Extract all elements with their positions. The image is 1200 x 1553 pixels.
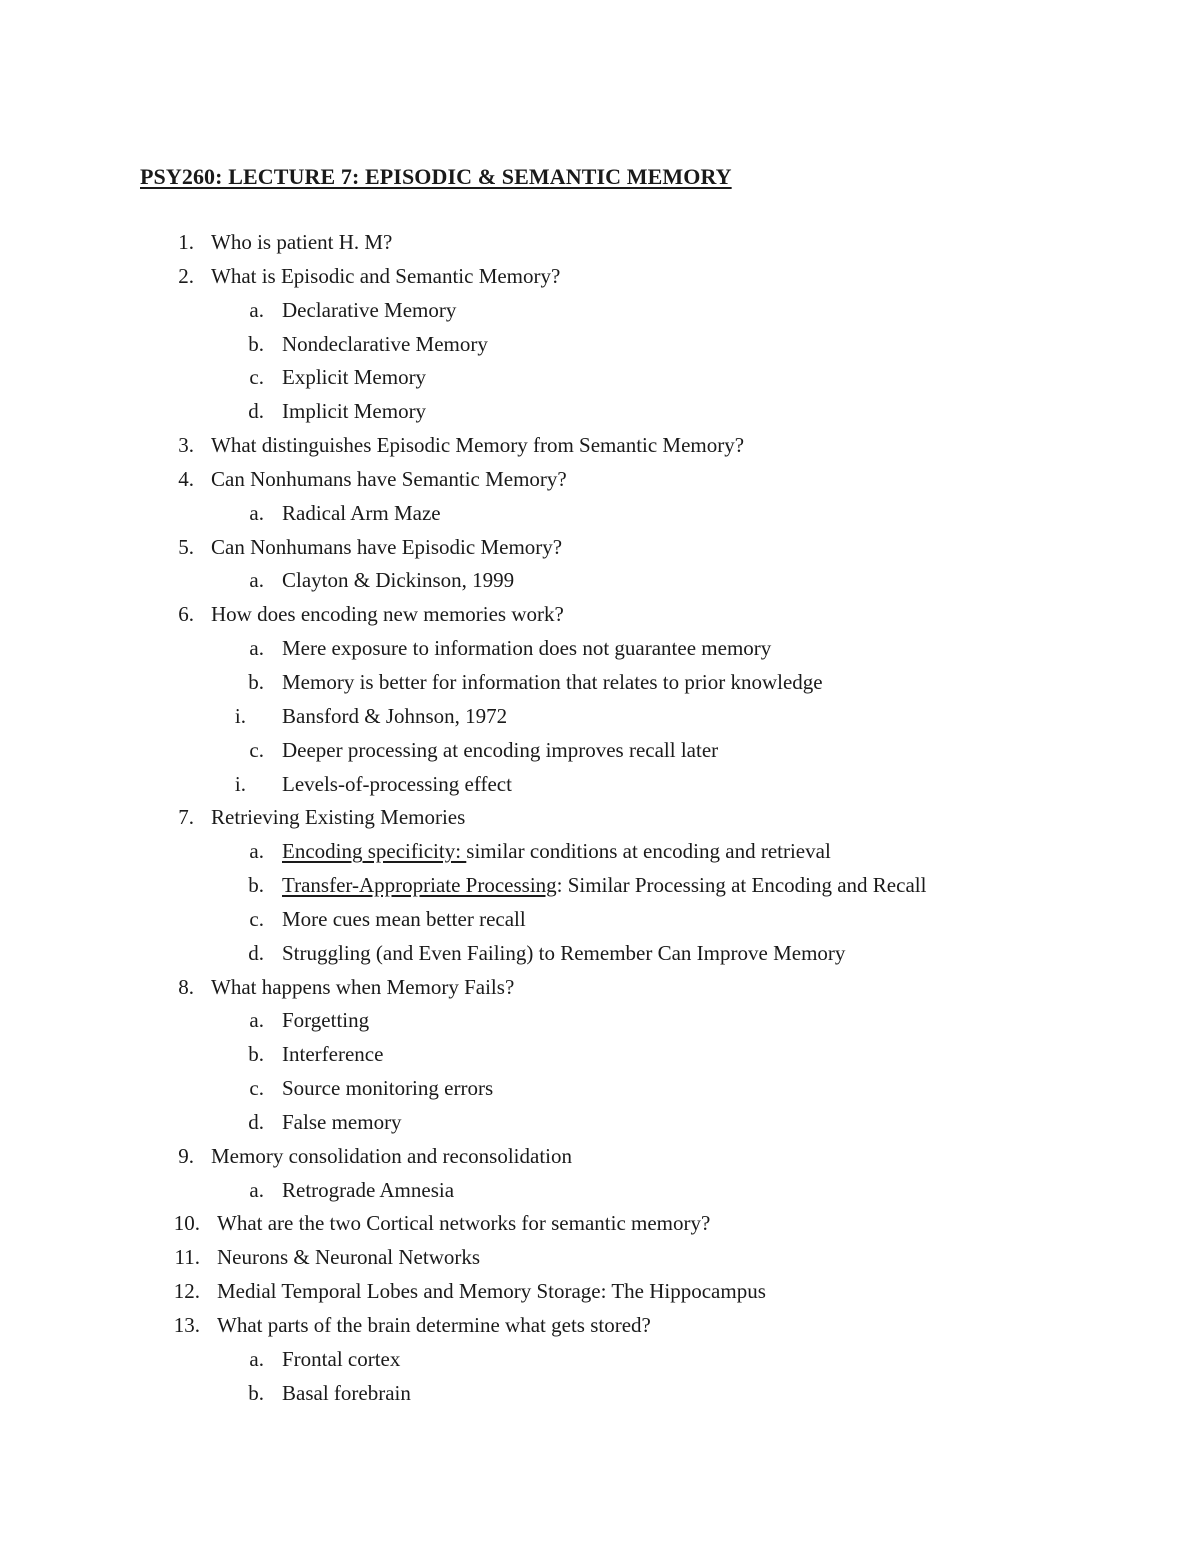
- sub-list-item: [0, 838, 1200, 872]
- sub-list-item: [0, 669, 1200, 703]
- list-item: [0, 263, 1200, 297]
- list-item: [0, 804, 1200, 838]
- item-marker: c.: [249, 737, 264, 762]
- item-text: Can Nonhumans have Semantic Memory?: [211, 466, 567, 491]
- list-item: [0, 1312, 1200, 1346]
- item-marker: b.: [248, 1042, 264, 1067]
- item-marker: 6.: [178, 602, 194, 627]
- sub-list-item: [0, 1380, 1200, 1414]
- sub-list-item: [0, 331, 1200, 365]
- sub-list-item: [0, 567, 1200, 601]
- item-text: Memory is better for information that relates to prior knowledge: [282, 669, 823, 694]
- item-text: Implicit Memory: [282, 399, 427, 424]
- item-text: Clayton & Dickinson, 1999: [282, 568, 515, 593]
- sub-list-item: [0, 1346, 1200, 1380]
- list-item: [0, 1143, 1200, 1177]
- sub-list-item: [0, 500, 1200, 534]
- list-item: [0, 1210, 1200, 1244]
- defined-term: Encoding specificity:: [282, 839, 467, 864]
- item-marker: a.: [249, 839, 264, 864]
- item-text: More cues mean better recall: [282, 906, 526, 931]
- item-marker: c.: [249, 906, 264, 931]
- lecture-outline: [0, 229, 1200, 1414]
- item-marker: i.: [234, 771, 246, 796]
- item-marker: b.: [248, 669, 264, 694]
- item-text: Basal forebrain: [282, 1380, 411, 1405]
- item-marker: b.: [248, 873, 264, 898]
- item-marker: 10.: [173, 1211, 200, 1236]
- list-item: [0, 229, 1200, 263]
- list-item: [0, 601, 1200, 635]
- list-item: [0, 432, 1200, 466]
- sub-list-item: [0, 1007, 1200, 1041]
- list-item: [0, 1244, 1200, 1278]
- item-marker: i.: [234, 703, 246, 728]
- item-text: Explicit Memory: [282, 365, 427, 390]
- item-text: Memory consolidation and reconsolidation: [211, 1143, 573, 1168]
- definition-text: similar conditions at encoding and retrieval: [466, 839, 831, 864]
- item-marker: 8.: [178, 974, 194, 999]
- item-text: Radical Arm Maze: [282, 500, 441, 525]
- item-marker: a.: [249, 297, 264, 322]
- item-marker: a.: [249, 500, 264, 525]
- item-text: Retrieving Existing Memories: [211, 805, 466, 830]
- item-text: Medial Temporal Lobes and Memory Storage: The Hippocampus: [217, 1279, 766, 1304]
- sub-list-item: [0, 398, 1200, 432]
- sub-list-item: [0, 1075, 1200, 1109]
- item-text: Who is patient H. M?: [211, 230, 393, 254]
- sub-list-item: [0, 940, 1200, 974]
- item-marker: b.: [248, 331, 264, 356]
- item-text: What are the two Cortical networks for semantic memory?: [217, 1211, 711, 1236]
- item-marker: c.: [249, 365, 264, 390]
- sub-list-item: [0, 297, 1200, 331]
- item-marker: b.: [248, 1380, 264, 1405]
- item-text: What parts of the brain determine what gets stored?: [217, 1313, 651, 1337]
- item-text: Nondeclarative Memory: [282, 331, 488, 356]
- item-marker: 5.: [178, 534, 194, 559]
- item-marker: 9.: [178, 1143, 194, 1168]
- item-text: What is Episodic and Semantic Memory?: [211, 263, 561, 288]
- item-text: Can Nonhumans have Episodic Memory?: [211, 534, 563, 559]
- item-marker: 7.: [178, 805, 194, 830]
- item-marker: a.: [249, 1177, 264, 1202]
- sub-list-item: [0, 1177, 1200, 1211]
- item-text: Declarative Memory: [282, 297, 457, 322]
- sub-list-item: [0, 635, 1200, 669]
- item-text: How does encoding new memories work?: [211, 602, 564, 627]
- item-marker: 13.: [173, 1313, 200, 1337]
- definition-text: : Similar Processing at Encoding and Recall: [556, 873, 927, 898]
- item-marker: d.: [248, 940, 264, 965]
- list-item: [0, 466, 1200, 500]
- sub-list-item: [0, 364, 1200, 398]
- sub-sub-list-item: [0, 771, 1200, 805]
- item-text: [282, 872, 926, 898]
- list-item: [0, 1278, 1200, 1312]
- item-marker: d.: [248, 399, 264, 424]
- item-text: Levels-of-processing effect: [282, 771, 512, 796]
- item-text: Retrograde Amnesia: [282, 1177, 455, 1202]
- item-marker: c.: [249, 1076, 264, 1101]
- item-text: What distinguishes Episodic Memory from Semantic Memory?: [211, 433, 745, 458]
- item-marker: 1.: [178, 230, 194, 254]
- item-text: Frontal cortex: [282, 1346, 401, 1371]
- sub-list-item: [0, 1109, 1200, 1143]
- item-marker: 3.: [178, 433, 194, 458]
- item-marker: a.: [249, 568, 264, 593]
- item-text: Bansford & Johnson, 1972: [282, 703, 508, 728]
- sub-list-item: [0, 1041, 1200, 1075]
- sub-list-item: [0, 737, 1200, 771]
- item-marker: d.: [248, 1109, 264, 1134]
- item-marker: a.: [249, 1008, 264, 1033]
- item-text: Forgetting: [282, 1008, 370, 1033]
- item-text: False memory: [282, 1109, 402, 1134]
- item-text: Neurons & Neuronal Networks: [217, 1245, 481, 1270]
- item-marker: 4.: [178, 466, 194, 491]
- item-text: Source monitoring errors: [282, 1076, 494, 1101]
- list-item: [0, 534, 1200, 568]
- item-text: [282, 838, 831, 864]
- sub-sub-list-item: [0, 703, 1200, 737]
- item-text: What happens when Memory Fails?: [211, 974, 515, 999]
- item-marker: a.: [249, 636, 264, 661]
- defined-term: Transfer-Appropriate Processing: [282, 873, 557, 898]
- item-marker: a.: [249, 1346, 264, 1371]
- item-text: Mere exposure to information does not guarantee memory: [282, 636, 772, 661]
- item-marker: 12.: [173, 1279, 200, 1304]
- sub-list-item: [0, 872, 1200, 906]
- item-marker: 11.: [174, 1245, 200, 1270]
- page-title: PSY260: LECTURE 7: EPISODIC & SEMANTIC MEMORY: [140, 164, 732, 189]
- item-text: Struggling (and Even Failing) to Remember Can Improve Memory: [282, 940, 846, 965]
- sub-list-item: [0, 906, 1200, 940]
- list-item: [0, 974, 1200, 1008]
- item-text: Deeper processing at encoding improves recall later: [282, 737, 719, 762]
- item-marker: 2.: [178, 263, 194, 288]
- item-text: Interference: [282, 1042, 384, 1067]
